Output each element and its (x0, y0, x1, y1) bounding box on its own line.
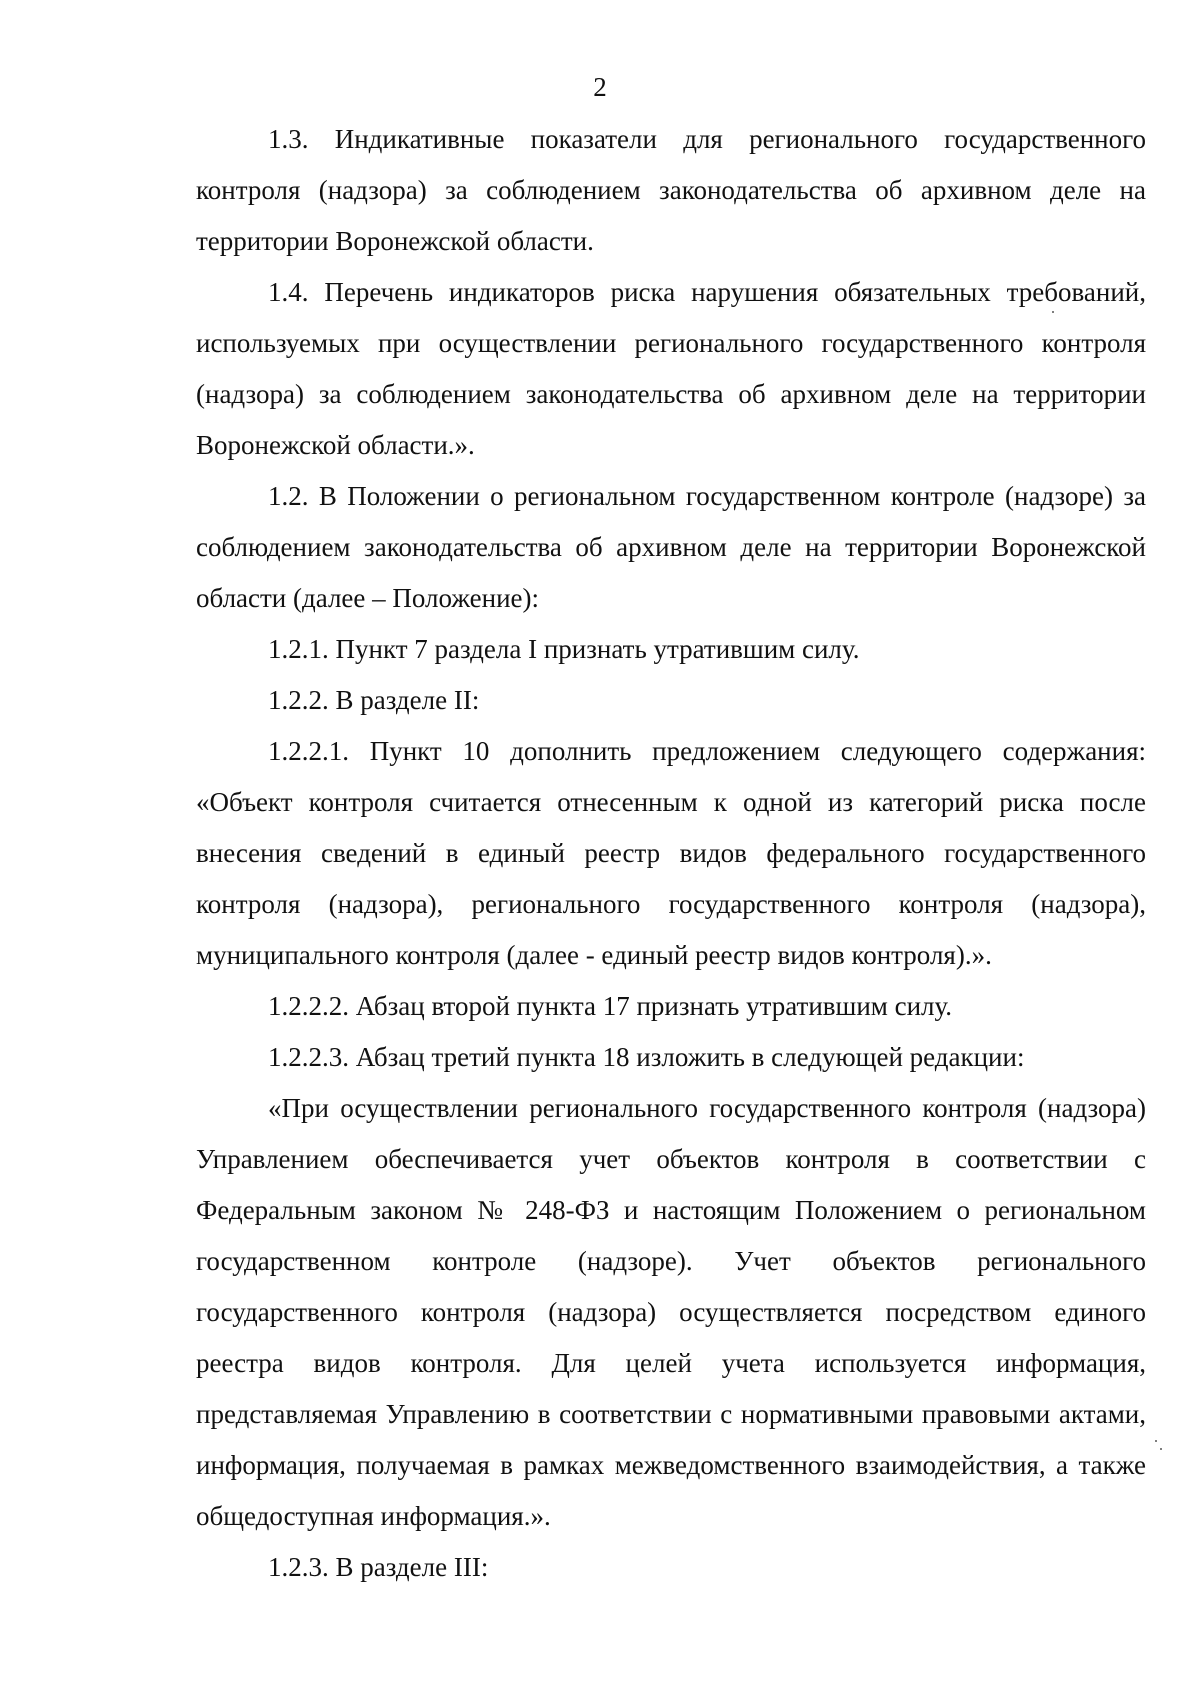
paragraph-1-2-2-3: 1.2.2.3. Абзац третий пункта 18 изложить в следующей редакции: (268, 1042, 1025, 1072)
paragraph-1-2-2-2: 1.2.2.2. Абзац второй пункта 17 признать утратившим силу. (268, 991, 953, 1021)
paragraph-1-4: 1.4. Перечень индикаторов риска нарушения обязательных требований, используемых при осуществлении регионального государственного контроля (надзора) за соблюдением законодательства об архивном деле на территории Воронежской области.». (196, 277, 1146, 460)
scan-speck (1052, 311, 1054, 313)
paragraph-1-2-3: 1.2.3. В разделе III: (268, 1552, 489, 1582)
page-number: 2 (593, 72, 607, 102)
paragraph-1-3: 1.3. Индикативные показатели для регионального государственного контроля (надзора) за соблюдением законодательства об архивном деле на территории Воронежской области. (196, 124, 1146, 256)
paragraph-1-2-2: 1.2.2. В разделе II: (268, 685, 480, 715)
paragraph-1-2: 1.2. В Положении о региональном государственном контроле (надзоре) за соблюдением законодательства об архивном деле на территории Воронежской области (далее – Положение): (196, 481, 1146, 613)
paragraph-1-2-1: 1.2.1. Пункт 7 раздела I признать утратившим силу. (268, 634, 860, 664)
scan-speck (1160, 1448, 1162, 1450)
quoted-paragraph: «При осуществлении регионального государственного контроля (надзора) Управлением обеспечивается учет объектов контроля в соответствии с Федеральным законом № 248-ФЗ и настоящим Положением о региональном государственном контроле (надзоре). Учет объектов регионального государственного контроля (надзора) осуществляется посредством единого реестра видов контроля. Для целей учета используется информация, представляемая Управлению в соответствии с нормативными правовыми актами, информация, получаемая в рамках межведомственного взаимодействия, а также общедоступная информация.». (196, 1093, 1146, 1531)
scan-speck (1155, 1440, 1157, 1442)
paragraph-1-2-2-1: 1.2.2.1. Пункт 10 дополнить предложением следующего содержания: «Объект контроля считается отнесенным к одной из категорий риска после внесения сведений в единый реестр видов федерального государственного контроля (надзора), регионального государственного контроля (надзора), муниципального контроля (далее - единый реестр видов контроля).». (196, 736, 1146, 970)
document-body (196, 114, 1146, 1593)
